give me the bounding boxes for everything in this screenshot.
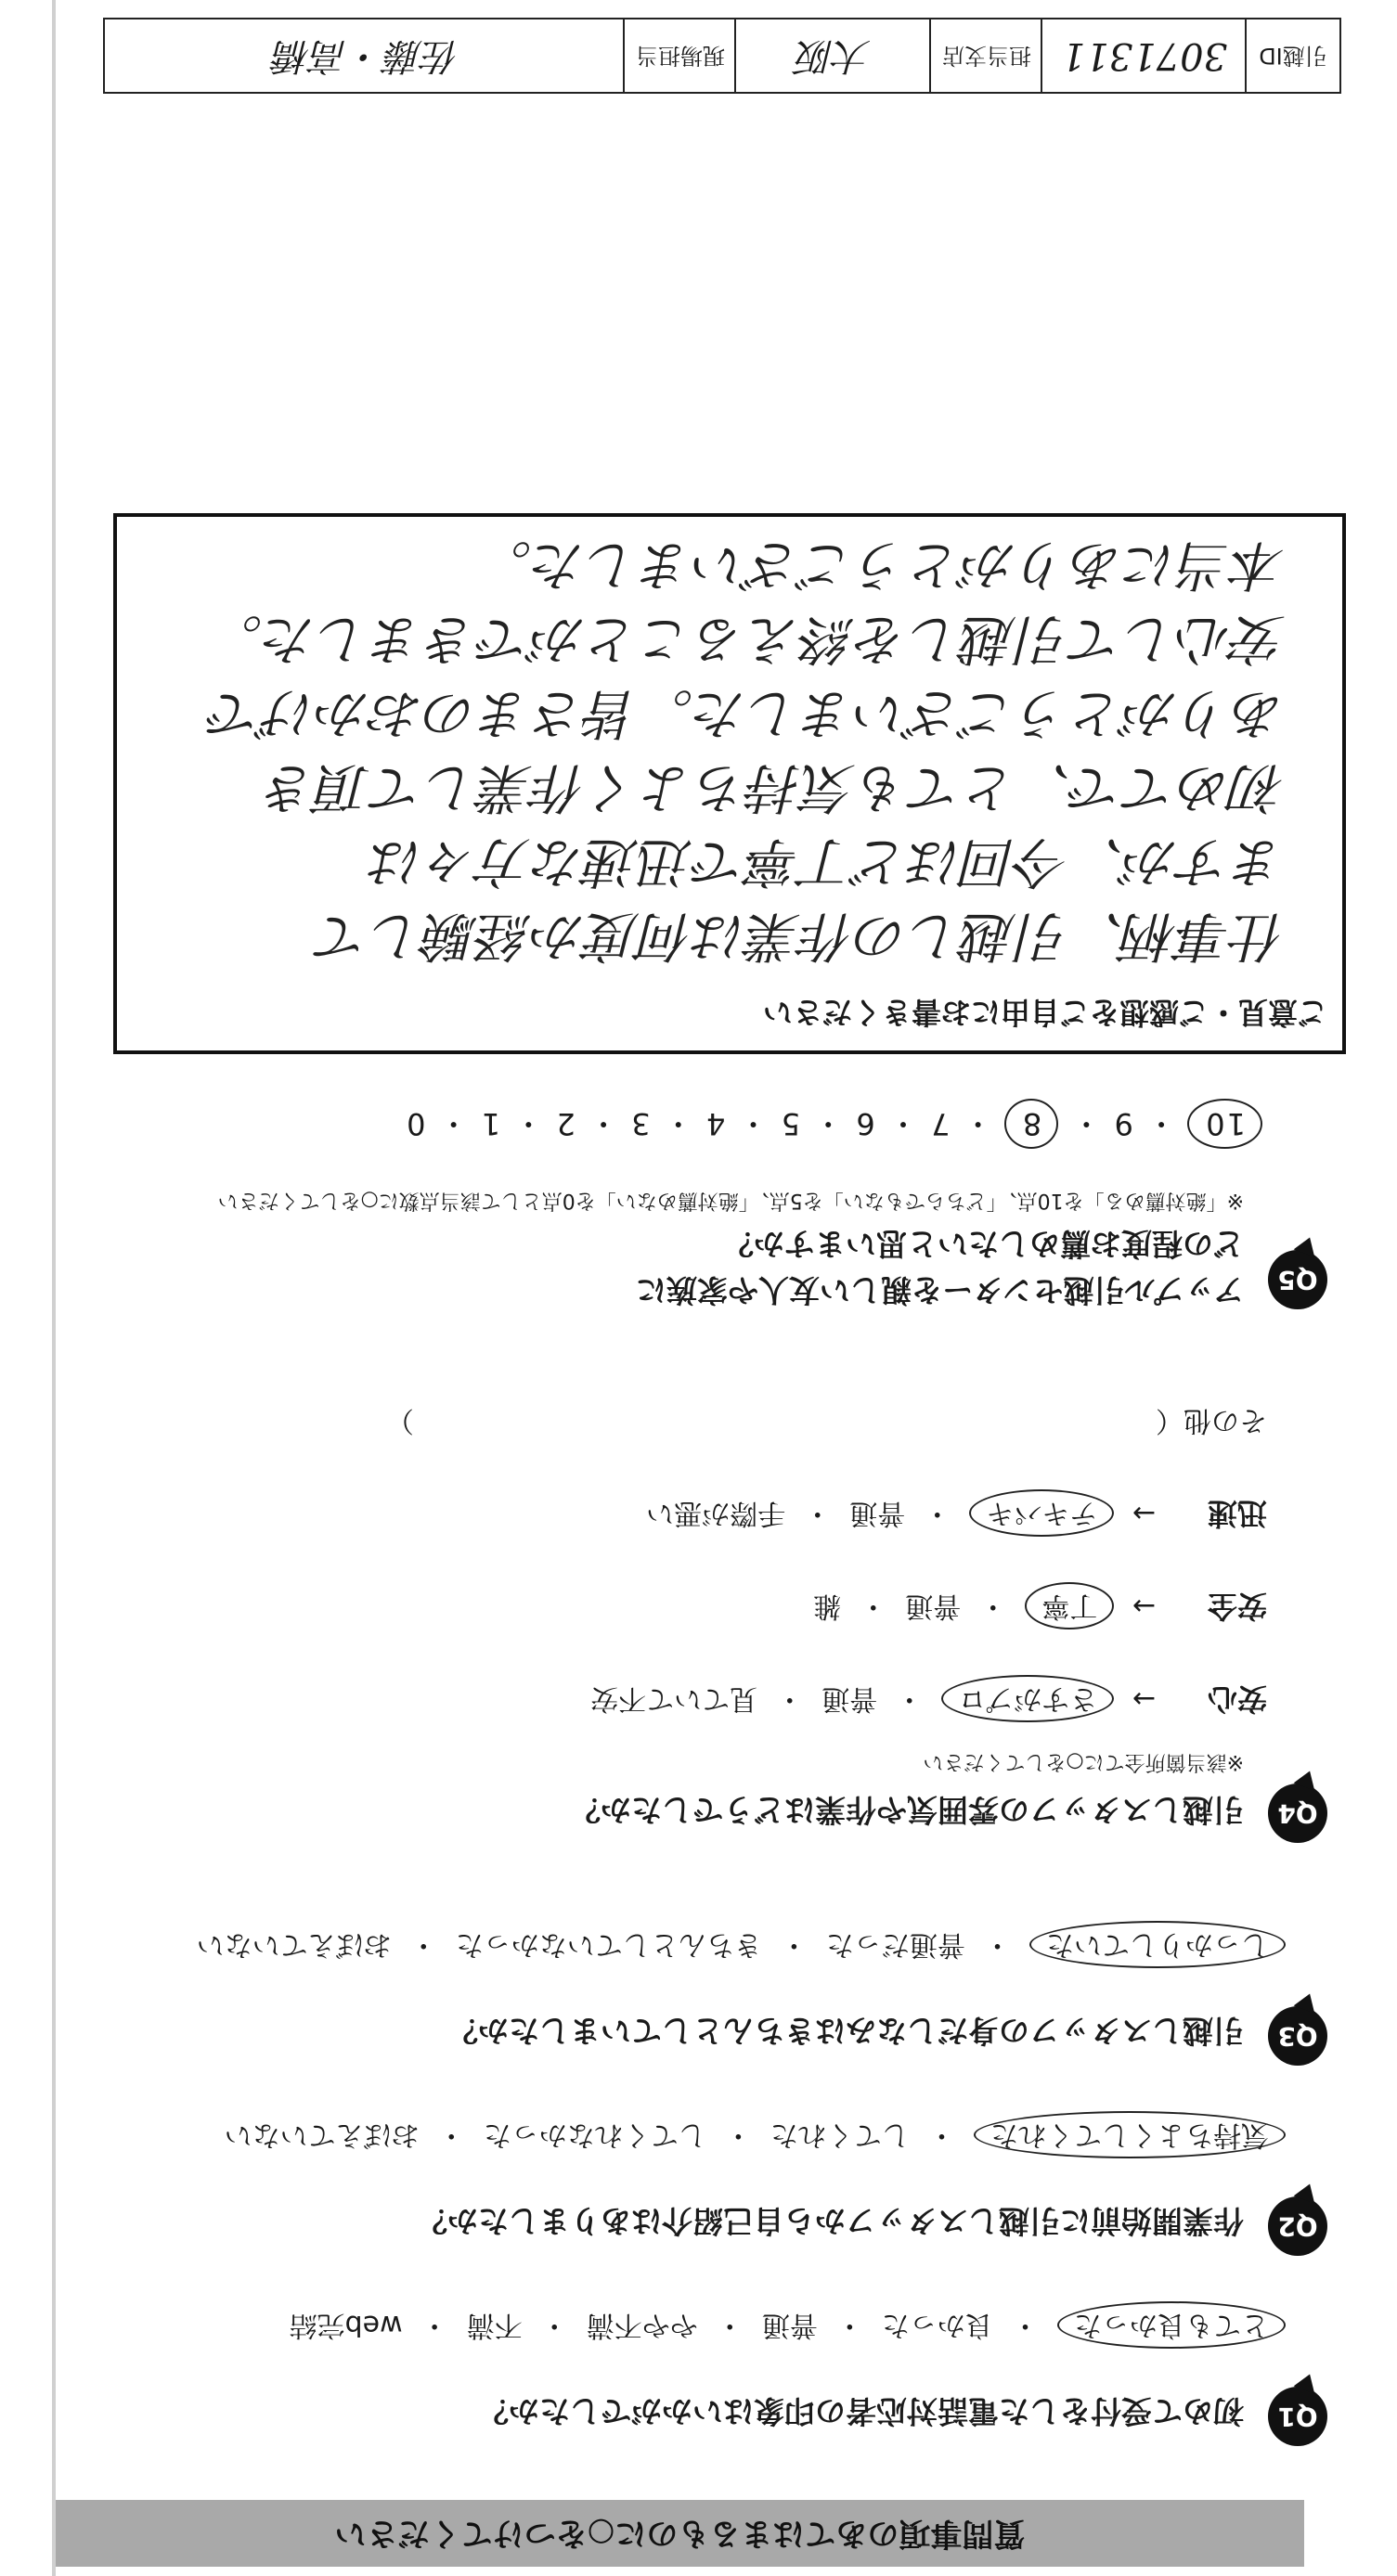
q3-option[interactable]: 普通だった bbox=[825, 1928, 965, 1961]
q4-jinsoku-option[interactable]: 普通 bbox=[849, 1497, 906, 1529]
q4-other-close: ） bbox=[385, 1404, 414, 1436]
q4-badge: Q4 bbox=[1268, 1784, 1327, 1843]
footer-branch-label: 担当支店 bbox=[929, 19, 1042, 92]
q4-jinsoku-selected[interactable]: テキパキ bbox=[969, 1489, 1114, 1537]
q1-option[interactable]: 不満 bbox=[466, 2309, 523, 2341]
q1-badge: Q1 bbox=[1268, 2387, 1327, 2446]
q4-jinsoku-option[interactable]: 手際が悪い bbox=[646, 1497, 786, 1529]
q4-anshin-selected[interactable]: さすがプロ bbox=[941, 1675, 1114, 1722]
q5-score[interactable]: 5 bbox=[779, 1106, 801, 1141]
q5-score-selected[interactable]: 8 bbox=[1004, 1099, 1058, 1149]
q4-other bbox=[386, 1403, 1267, 1444]
q5-score[interactable]: 0 bbox=[405, 1106, 426, 1141]
q2-option[interactable]: してくれた bbox=[770, 2119, 910, 2151]
q2-question: 作業開始前に引越しスタッフから自己紹介はありましたか？ bbox=[417, 2203, 1244, 2239]
q4-row-anzen: → 丁寧 ・ 普通 ・ 雑 bbox=[813, 1589, 1156, 1629]
footer-branch-value: 大阪 bbox=[734, 19, 931, 92]
q5-note: ※「絶対薦める」を10点、「どちらでもない」を5点、「絶対薦めない」を0点として該当点数に○をしてください bbox=[217, 1189, 1244, 1212]
comment-line: 本当にありがとうございました。 bbox=[477, 534, 1286, 597]
q1-option[interactable]: 良かった bbox=[881, 2309, 993, 2341]
comment-line: ますが、今回ほど丁寧で迅速な方々は bbox=[369, 831, 1286, 894]
q4-row-anshin: → さすがプロ ・ 普通 ・ 見ていて不安 bbox=[590, 1681, 1156, 1722]
q5-score[interactable]: 7 bbox=[929, 1106, 951, 1141]
q4-row-label-jinsoku: 迅速 bbox=[1207, 1496, 1267, 1531]
comment-line: ありがとうございました。皆さまのおかげで bbox=[208, 682, 1286, 745]
footer-staff-value: 佐藤・高橋 bbox=[274, 34, 459, 77]
q4-anzen-option[interactable]: 普通 bbox=[905, 1590, 962, 1622]
comment-line: 安心して引越しを終えることができました。 bbox=[208, 608, 1286, 671]
q5-score[interactable]: 9 bbox=[1112, 1106, 1133, 1141]
footer-staff-label: 現場担当 bbox=[623, 19, 736, 92]
q3-badge: Q3 bbox=[1268, 2006, 1327, 2066]
comment-line: 仕事柄、引越しの作業は何度か経験して bbox=[316, 905, 1286, 968]
q5-scale: 10 ・ 9 ・ 8 ・ 7 ・ 6 ・ 5 ・ 4 ・ 3 ・ 2 ・ 1 ・ 0 bbox=[405, 1104, 1262, 1147]
q5-score[interactable]: 4 bbox=[704, 1106, 726, 1141]
q4-row-label-anzen: 安全 bbox=[1207, 1589, 1267, 1624]
q1-option[interactable]: web完結 bbox=[289, 2309, 403, 2341]
q5-score[interactable]: 10 bbox=[1187, 1099, 1262, 1149]
q5-score[interactable]: 3 bbox=[629, 1106, 651, 1141]
q4-note: ※該当箇所全てに○をしてください bbox=[923, 1750, 1244, 1773]
q1-option[interactable]: 普通 bbox=[761, 2309, 818, 2341]
q4-row-label-anshin: 安心 bbox=[1207, 1681, 1267, 1717]
q3-question: 引越しスタッフの身だしなみはきちんとしていましたか？ bbox=[447, 2013, 1244, 2049]
q5-badge: Q5 bbox=[1268, 1250, 1327, 1309]
q5-score[interactable]: 6 bbox=[854, 1106, 875, 1141]
q2-option[interactable]: してくれなかった bbox=[483, 2119, 706, 2151]
q3-option[interactable]: おぼえていない bbox=[196, 1928, 392, 1961]
q2-badge: Q2 bbox=[1268, 2196, 1327, 2256]
q3-options: しっかりしていた ・ 普通だった ・ きちんとしていなかった ・ おぼえていない bbox=[197, 1927, 1286, 1968]
q1-option[interactable]: やや不満 bbox=[586, 2309, 698, 2341]
q4-anzen-selected[interactable]: 丁寧 bbox=[1025, 1582, 1114, 1629]
comment-line: 初めてで、とても気持ちよく作業して頂き bbox=[264, 756, 1286, 819]
q4-anshin-option[interactable]: 見ていて不安 bbox=[590, 1682, 758, 1715]
q1-question: 初めて受付をした電話対応者の印象はいかがでしたか？ bbox=[478, 2393, 1244, 2429]
q3-option[interactable]: きちんとしていなかった bbox=[455, 1928, 762, 1961]
q1-option-selected[interactable]: とても良かった bbox=[1057, 2301, 1286, 2349]
q1-options: とても良かった ・ 良かった ・ 普通 ・ やや不満 ・ 不満 ・ web完結 bbox=[290, 2308, 1286, 2349]
q2-option[interactable]: おぼえていない bbox=[224, 2119, 420, 2151]
q2-options: 気持ちよくしてくれた ・ してくれた ・ してくれなかった ・ おぼえていない bbox=[225, 2118, 1286, 2158]
footer-id-label: 引越ID bbox=[1245, 19, 1339, 92]
q4-row-jinsoku: → テキパキ ・ 普通 ・ 手際が悪い bbox=[646, 1496, 1156, 1537]
footer-table bbox=[103, 18, 1341, 94]
comments-label: ご意見・ご感想をご自由にお書きください bbox=[762, 995, 1327, 1030]
q5-question-line2: どの程度お薦めしたいと思いますか？ bbox=[723, 1226, 1244, 1262]
q4-anshin-option[interactable]: 普通 bbox=[821, 1682, 878, 1715]
q2-option-selected[interactable]: 気持ちよくしてくれた bbox=[974, 2111, 1286, 2158]
q4-other-label: その他（ bbox=[1156, 1404, 1267, 1436]
q4-anzen-option[interactable]: 雑 bbox=[813, 1590, 842, 1622]
header-instruction: 質問事項のあてはまるものに○をつけてください bbox=[334, 2515, 1026, 2552]
q5-score[interactable]: 2 bbox=[554, 1106, 576, 1141]
q4-question: 引越しスタッフの雰囲気や作業はどうでしたか？ bbox=[570, 1792, 1244, 1828]
footer-id-value: 3071311 bbox=[1041, 19, 1247, 92]
q5-question-line1: アップル引越センターを親しい友人や家族に bbox=[635, 1272, 1244, 1308]
q3-option-selected[interactable]: しっかりしていた bbox=[1029, 1921, 1286, 1968]
q5-score[interactable]: 1 bbox=[479, 1106, 501, 1141]
binder-edge bbox=[52, 0, 56, 2576]
